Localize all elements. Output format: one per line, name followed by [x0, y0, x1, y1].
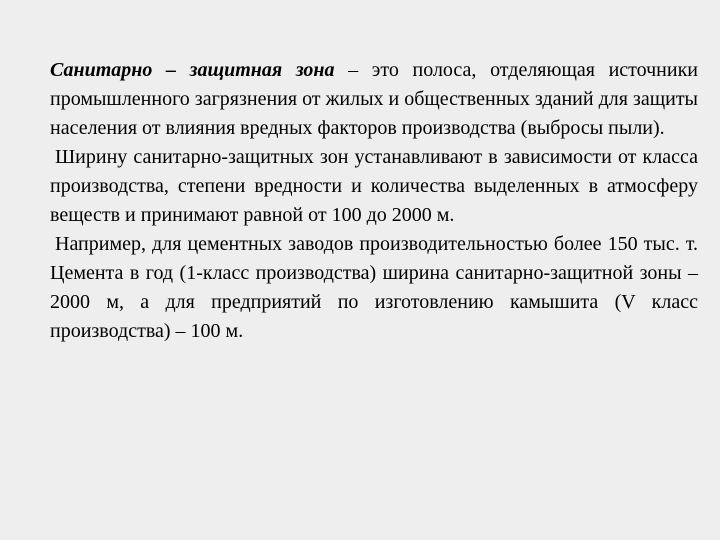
paragraph-width: Ширину санитарно-защитных зон устанавливают в зависимости от класса производства, степени вредности и количества выделенных в атмосферу веществ и принимают равной от 100 до 2000 м.	[50, 146, 698, 226]
paragraph-definition	[50, 56, 698, 143]
definition-text: – это полоса, отделяющая источники промышленного загрязнения от жилых и общественных зданий для защиты населения от влияния вредных факторов производства (выбросы пыли).	[50, 59, 698, 139]
term-sanitary-zone: Санитарно – защитная зона	[50, 59, 335, 81]
text-body	[50, 56, 698, 346]
paragraph-example: Например, для цементных заводов производительностью более 150 тыс. т. Цемента в год (1-класс производства) ширина санитарно-защитной зоны – 2000 м, а для предприятий по изготовлению камышита (V класс производства) – 100 м.	[50, 233, 698, 342]
